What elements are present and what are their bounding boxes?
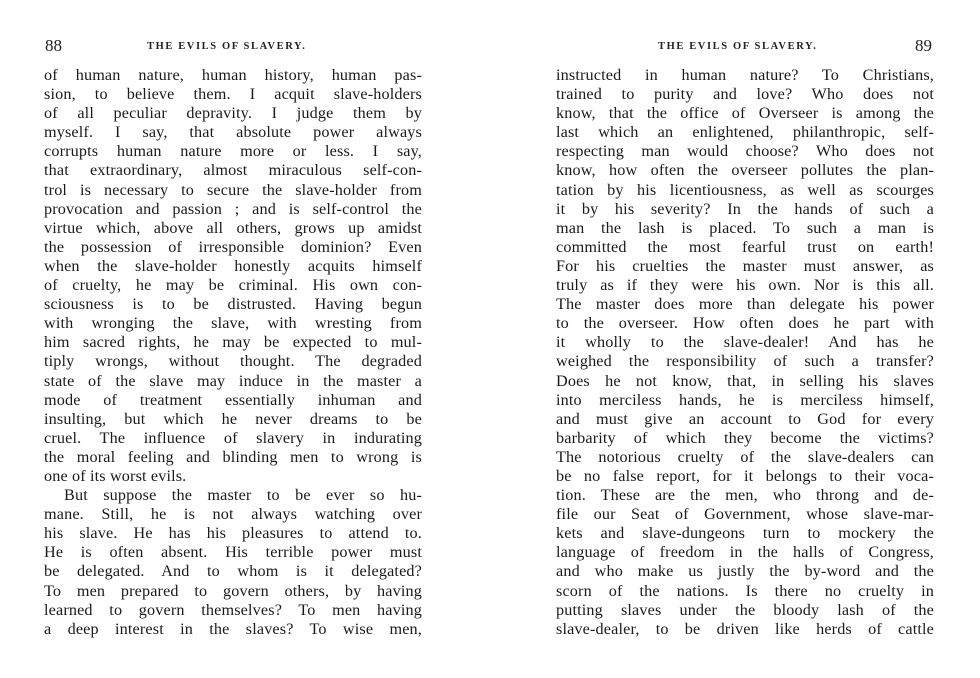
text-line: language of freedom in the halls of Congress, xyxy=(556,543,934,562)
text-line: scorn of the nations. Is there no cruelty in xyxy=(556,581,934,600)
text-line: mode of treatment essentially inhuman and xyxy=(44,390,422,409)
text-line: cruel. The influence of slavery in indurating xyxy=(44,428,422,447)
body-text xyxy=(44,66,422,639)
text-line: with wronging the slave, with wresting from xyxy=(44,314,422,333)
text-line: insulting, but which he never dreams to be xyxy=(44,409,422,428)
text-line: sciousness is to be distrusted. Having begun xyxy=(44,295,422,314)
text-line: into merciless hands, he is merciless himself, xyxy=(556,390,934,409)
text-line: that extraordinary, almost miraculous self-con- xyxy=(44,161,422,180)
running-head: THE EVILS OF SLAVERY. xyxy=(658,41,818,52)
text-line: The master does more than delegate his power xyxy=(556,295,934,314)
text-line: of human nature, human history, human pas- xyxy=(44,66,422,84)
text-line: one of its worst evils. xyxy=(44,466,187,485)
text-line: and must give an account to God for every xyxy=(556,409,934,428)
text-line: truly as if they were his own. Nor is this all. xyxy=(556,276,934,295)
text-line: slave-dealer, to be driven like herds of cattle xyxy=(556,619,934,638)
text-line: committed the most fearful trust on earth! xyxy=(556,237,934,256)
text-line: and who make us justly the by-word and the xyxy=(556,562,934,581)
text-line: trained to purity and love? Who does not xyxy=(556,85,934,104)
text-line: of cruelty, he may be criminal. His own con- xyxy=(44,276,422,295)
text-line: tion. These are the men, who throng and de- xyxy=(556,486,934,505)
text-line: of all peculiar depravity. I judge them by xyxy=(44,104,422,123)
text-line: the possession of irresponsible dominion? Even xyxy=(44,237,422,256)
text-line: mane. Still, he is not always watching over xyxy=(44,505,422,524)
page-number: 88 xyxy=(45,36,62,55)
text-line: sion, to believe them. I acquit slave-holders xyxy=(44,85,422,104)
text-line: weighed the responsibility of such a transfer? xyxy=(556,352,934,371)
text-line: it by his severity? In the hands of such a xyxy=(556,199,934,218)
text-line: be delegated. And to whom is it delegated? xyxy=(44,562,422,581)
text-line: a deep interest in the slaves? To wise men, xyxy=(44,619,422,638)
text-line: corrupts human nature more or less. I say, xyxy=(44,142,422,161)
text-line: virtue which, above all others, grows up amidst xyxy=(44,218,422,237)
text-line: the moral feeling and blinding men to wrong is xyxy=(44,447,422,466)
text-line: To men prepared to govern others, by having xyxy=(44,581,422,600)
text-line: his slave. He has his pleasures to attend to. xyxy=(44,524,422,543)
text-line: man the lash is placed. To such a man is xyxy=(556,218,934,237)
text-line: know, how often the overseer pollutes the plan- xyxy=(556,161,934,180)
text-line: tiply wrongs, without thought. The degraded xyxy=(44,352,422,371)
text-line: learned to govern themselves? To men having xyxy=(44,600,422,619)
text-line: instructed in human nature? To Christians, xyxy=(556,66,934,84)
text-line: be no false report, for it belongs to their voca- xyxy=(556,466,934,485)
text-line: Does he not know, that, in selling his slaves xyxy=(556,371,934,390)
text-line: The notorious cruelty of the slave-dealers can xyxy=(556,447,934,466)
text-line: respecting man would choose? Who does not xyxy=(556,142,934,161)
text-line: But suppose the master to be ever so hu- xyxy=(64,486,422,505)
text-line: putting slaves under the bloody lash of the xyxy=(556,600,934,619)
text-line: He is often absent. His terrible power must xyxy=(44,543,422,562)
text-line: last which an enlightened, philanthropic, self- xyxy=(556,123,934,142)
text-line: file our Seat of Government, whose slave-mar- xyxy=(556,505,934,524)
text-line: For his cruelties the master must answer, as xyxy=(556,256,934,275)
text-line: know, that the office of Overseer is among the xyxy=(556,104,934,123)
text-line: him sacred rights, he may be expected to mul- xyxy=(44,333,422,352)
body-text xyxy=(556,66,934,639)
text-line: myself. I say, that absolute power always xyxy=(44,123,422,142)
text-line: barbarity of which they become the victims? xyxy=(556,428,934,447)
right-page xyxy=(490,0,980,678)
text-line: trol is necessary to secure the slave-holder from xyxy=(44,180,422,199)
text-line: to the overseer. How often does he part with xyxy=(556,314,934,333)
text-line: kets and slave-dungeons turn to mockery the xyxy=(556,524,934,543)
text-line: state of the slave may induce in the master a xyxy=(44,371,422,390)
page-number: 89 xyxy=(915,36,932,55)
text-line: it wholly to the slave-dealer! And has he xyxy=(556,333,934,352)
text-line: provocation and passion ; and is self-control the xyxy=(44,199,422,218)
text-line: tation by his licentiousness, as well as scourges xyxy=(556,180,934,199)
text-line: when the slave-holder honestly acquits himself xyxy=(44,256,422,275)
running-head: THE EVILS OF SLAVERY. xyxy=(147,41,307,52)
